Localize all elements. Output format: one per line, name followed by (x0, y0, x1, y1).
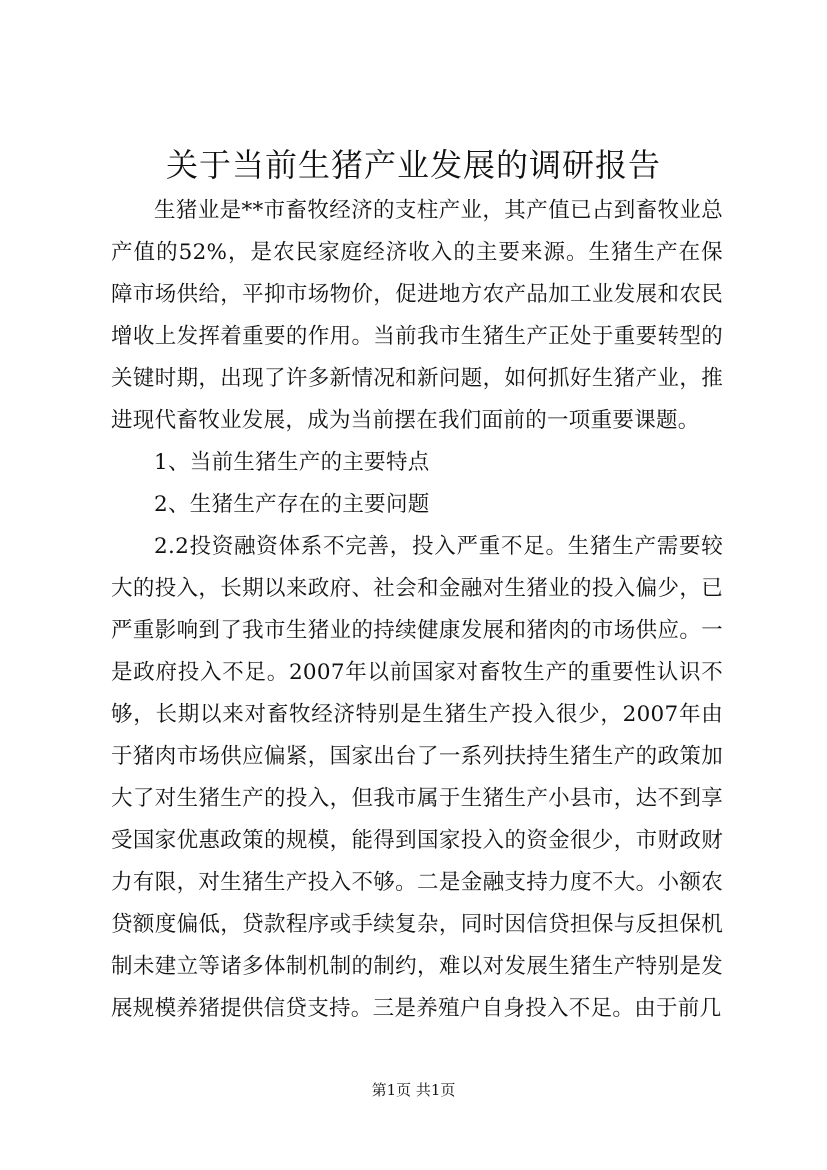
paragraph-intro: 生猪业是**市畜牧经济的支柱产业，其产值已占到畜牧业总产值的52%，是农民家庭经济收入的主要来源。生猪生产在保障市场供给，平抑市场物价，促进地方农产品加工业发展和农民增收上发挥着重要的作用。当前我市生猪生产正处于重要转型的关键时期，出现了许多新情况和新问题，如何抓好生猪产业，推进现代畜牧业发展，成为当前摆在我们面前的一项重要课题。 (111, 198, 723, 433)
section-heading-2: 2、生猪生产存在的主要问题 (154, 492, 430, 517)
document-title: 关于当前生猪产业发展的调研报告 (165, 146, 661, 184)
page-footer: 第1页 共1页 (371, 1081, 456, 1099)
paragraph-investment: 2.2投资融资体系不完善，投入严重不足。生猪生产需要较大的投入，长期以来政府、社会和金融对生猪业的投入偏少，已严重影响到了我市生猪业的持续健康发展和猪肉的市场供应。一是政府投入不足。2007年以前国家对畜牧生产的重要性认识不够，长期以来对畜牧经济特别是生猪生产投入很少，2007年由于猪肉市场供应偏紧，国家出台了一系列扶持生猪生产的政策加大了对生猪生产的投入，但我市属于生猪生产小县市，达不到享受国家优惠政策的规模，能得到国家投入的资金很少，市财政财力有限，对生猪生产投入不够。二是金融支持力度不大。小额农贷额度偏低，贷款程序或手续复杂，同时因信贷担保与反担保机制未建立等诸多体制机制的制约，难以对发展生猪生产特别是发展规模养猪提供信贷支持。三是养殖户自身投入不足。由于前几 (111, 534, 723, 1021)
document-body (111, 190, 723, 1030)
section-heading-1: 1、当前生猪生产的主要特点 (154, 450, 430, 475)
